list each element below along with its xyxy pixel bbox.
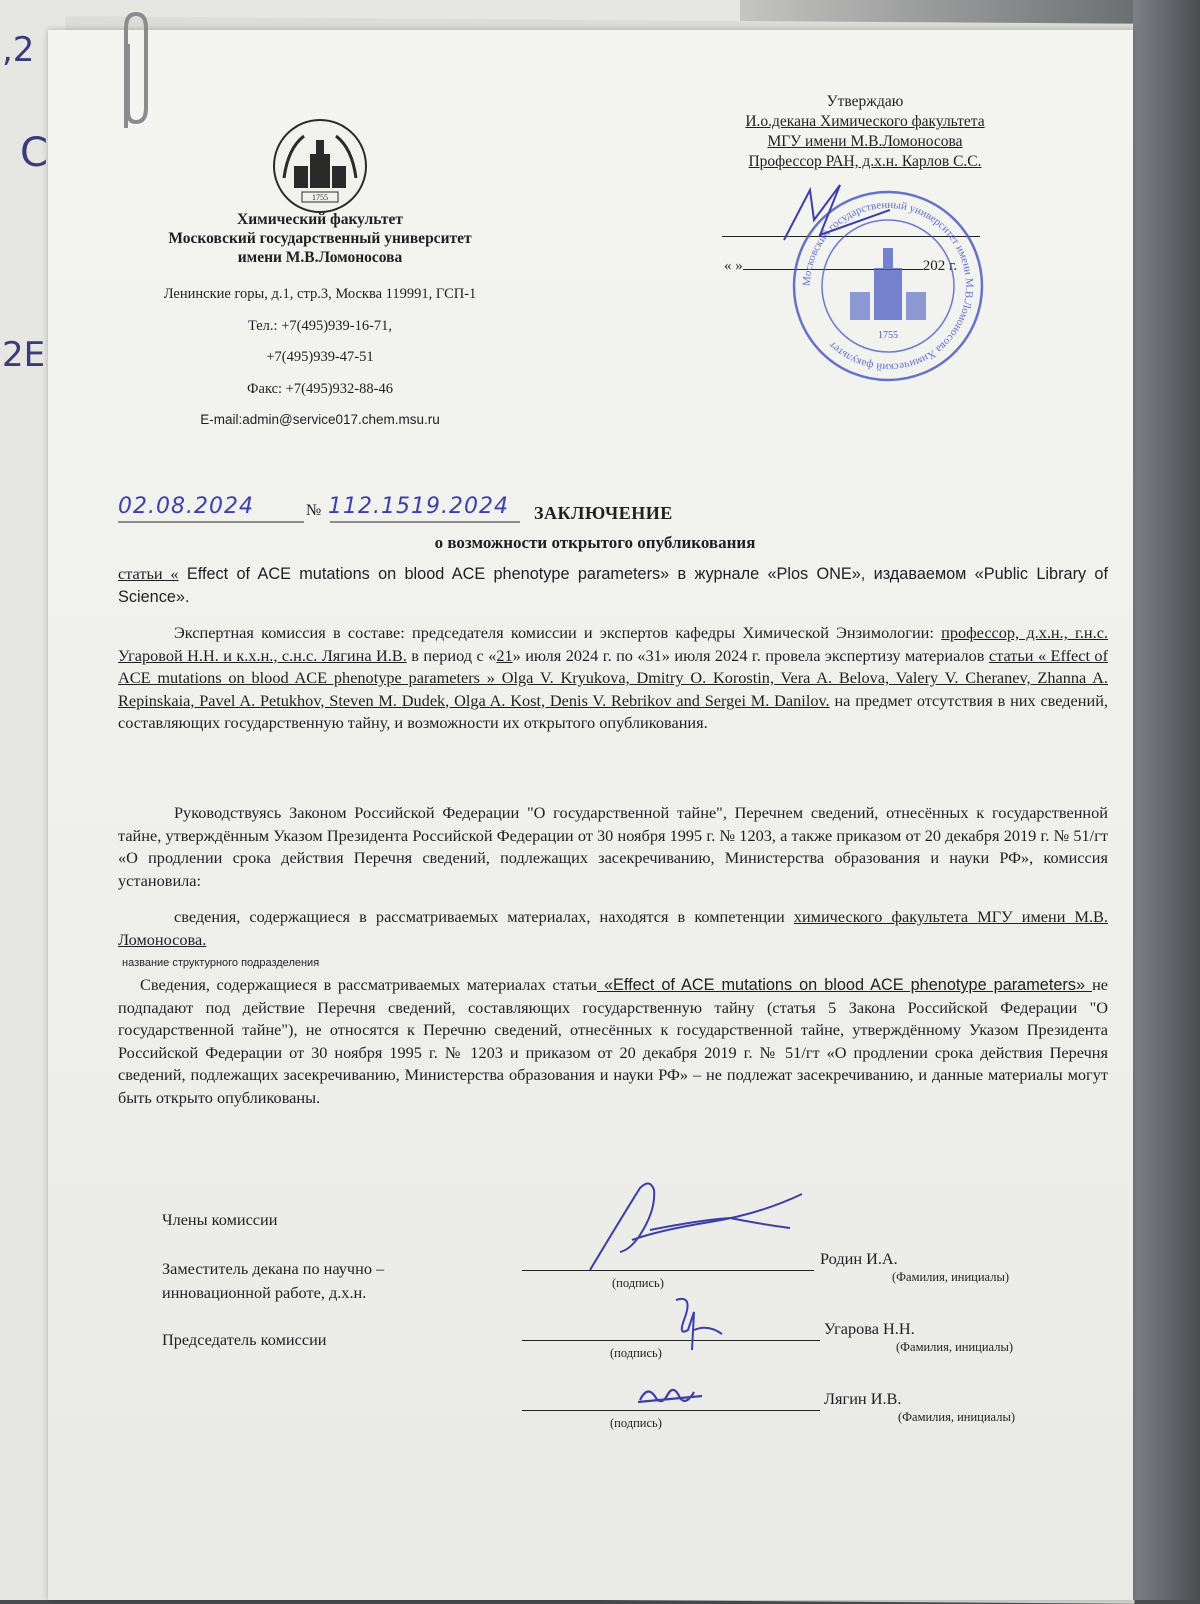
- document-date: 02.08.2024: [118, 494, 254, 519]
- email: E-mail:admin@service017.chem.msu.ru: [200, 412, 440, 427]
- document-subtitle: о возможности открытого опубликования: [434, 533, 756, 552]
- members-label: Члены комиссии: [162, 1210, 278, 1229]
- right-shadow: [1133, 0, 1200, 1600]
- name-caption-3: (Фамилия, инициалы): [898, 1410, 1016, 1424]
- approval-line-1: Утверждаю: [826, 93, 904, 110]
- stamp-ring-text: Московский государственный университет имени М.В.Ломоносова Химический факультет: [800, 198, 976, 374]
- org-line-3: имени М.В.Ломоносова: [237, 249, 403, 266]
- p5-article-title: «Effect of ACE mutations on blood ACE phenotype parameters»: [596, 976, 1093, 994]
- approval-block: [700, 92, 1030, 172]
- edge-handwriting: ,2 C 2E: [2, 30, 48, 375]
- approval-line-2: И.о.декана Химического факультета: [745, 113, 985, 130]
- p5-text-c: не подпадают под действие Перечня сведений, составляющих государственную тайну (статья 5 Закона Российской Федерации "О государственной тайне"), не относятся к Перечню сведений, отнесённых к государственной тайне, утверждённому Указом Президента Российской Федерации от 30 ноября 1995 г. № 1203 и приказом от 20 декабря 2019 г. № 51/гт «О продлении срока действия Перечня сведений, подлежащих засекречиванию, Министерства образования и науки РФ» – не подлежат засекречиванию, и данные материалы могут быть открыто опубликованы.: [118, 975, 1109, 1107]
- lyagin-signature-icon: [636, 1376, 706, 1412]
- signature-caption-1: (подпись): [612, 1276, 664, 1290]
- approval-line-4: Профессор РАН, д.х.н. Карлов С.С.: [748, 153, 982, 170]
- p1-article-word: статьи «: [118, 564, 179, 583]
- name-caption-1: (Фамилия, инициалы): [892, 1270, 1010, 1284]
- p2-text-g: на предмет отсутствия в них сведений, составляющих государственную тайну, и возможности их открытого опубликования.: [118, 690, 1108, 732]
- phone-1: Тел.: +7(495)939-16-71,: [247, 317, 393, 334]
- paragraph-commission: [118, 622, 1108, 735]
- paragraph-competence: [118, 906, 1108, 951]
- paragraph-article: [118, 563, 1108, 608]
- approval-line-3: МГУ имени М.В.Ломоносова: [767, 133, 963, 150]
- p2-experts: профессор, д.х.н., г.н.с. Угаровой Н.Н. и к.х.н., с.н.с. Лягина И.В.: [118, 623, 1109, 665]
- ugarova-signature-icon: [664, 1290, 734, 1360]
- p4-text-a: сведения, содержащиеся в рассматриваемых материалах, находятся в компетенции: [174, 907, 794, 926]
- p2-start-day: 21: [496, 645, 513, 665]
- document-title: ЗАКЛЮЧЕНИЕ: [534, 503, 673, 523]
- address: Ленинские горы, д.1, стр.3, Москва 119991, ГСП-1: [163, 286, 477, 302]
- signer-name-1: Родин И.А.: [820, 1249, 898, 1268]
- department-caption: название структурного подразделения: [122, 957, 320, 969]
- p5-text-a: Сведения, содержащиеся в рассматриваемых материалах статьи: [140, 975, 597, 994]
- signature-caption-3: (подпись): [610, 1416, 662, 1430]
- deputy-label: [162, 1257, 384, 1305]
- p1-article-title: Effect of ACE mutations on blood ACE phenotype parameters» в журнале «Plos ONE», издаваемом «Public Library of Science».: [118, 565, 1108, 606]
- p2-text-e: » июля 2024 г. по «31» июля 2024 г. провела экспертизу материалов: [512, 645, 989, 665]
- dean-signature-icon: [780, 180, 900, 260]
- p2-article-authors: статьи « Effect of ACE mutations on blood ACE phenotype parameters » Olga V. Kryukova, Dmitry O. Korostin, Vera A. Belova, Valery V. Cheranev, Zhanna A. Repinskaia, Pavel A. Petukhov, Steven M. Dudek, Olga A. Kost, Denis V. Rebrikov and Sergei M. Danilov.: [118, 645, 1108, 710]
- name-caption-2: (Фамилия, инициалы): [896, 1340, 1014, 1354]
- p2-text-a: Экспертная комиссия в составе: председателя комиссии и экспертов кафедры Химической Энзимологии:: [174, 623, 942, 642]
- contacts-block: [100, 286, 540, 444]
- org-line-1: Химический факультет: [237, 211, 403, 228]
- stamp-year: 1755: [878, 330, 898, 341]
- approval-date-year: 202 г.: [922, 258, 958, 274]
- phone-2: +7(495)939-47-51: [266, 349, 374, 365]
- deputy-label-line-2: инновационной работе, д.х.н.: [162, 1283, 367, 1302]
- approval-date-open: « »: [724, 258, 743, 274]
- signer-name-3: Лягин И.В.: [824, 1389, 902, 1408]
- paragraph-legal-basis: Руководствуясь Законом Российской Федерации "О государственной тайне", Перечнем сведений, отнесённых к государственной тайне, утверждённым Указом Президента Российской Федерации от 30 ноября 1995 г. № 1203, а также приказом от 20 декабря 2019 г. № 51/гт «О продлении срока действия Перечня сведений, подлежащих засекречиванию, Министерства образования и науки РФ», комиссия установила:: [118, 803, 1108, 890]
- rodin-signature-icon: [580, 1180, 810, 1275]
- signature-caption-2: (подпись): [610, 1346, 662, 1360]
- signer-name-2: Угарова Н.Н.: [824, 1319, 915, 1338]
- chair-label: Председатель комиссии: [162, 1330, 327, 1349]
- fax: Факс: +7(495)932-88-46: [247, 380, 393, 397]
- number-sign: №: [306, 502, 322, 519]
- organization-name: [100, 210, 540, 267]
- msu-emblem-icon: [272, 118, 368, 214]
- emblem-year: 1755: [312, 193, 328, 202]
- org-line-2: Московский государственный университет: [168, 230, 472, 247]
- p4-department: химического факультета МГУ имени М.В. Ломоносова.: [118, 907, 1108, 949]
- paperclip-icon: [112, 8, 152, 133]
- document-number: 112.1519.2024: [328, 494, 509, 519]
- deputy-label-line-1: Заместитель декана по научно –: [162, 1259, 385, 1278]
- paragraph-conclusion: [118, 974, 1108, 1109]
- p2-text-c: в период с «: [406, 645, 497, 665]
